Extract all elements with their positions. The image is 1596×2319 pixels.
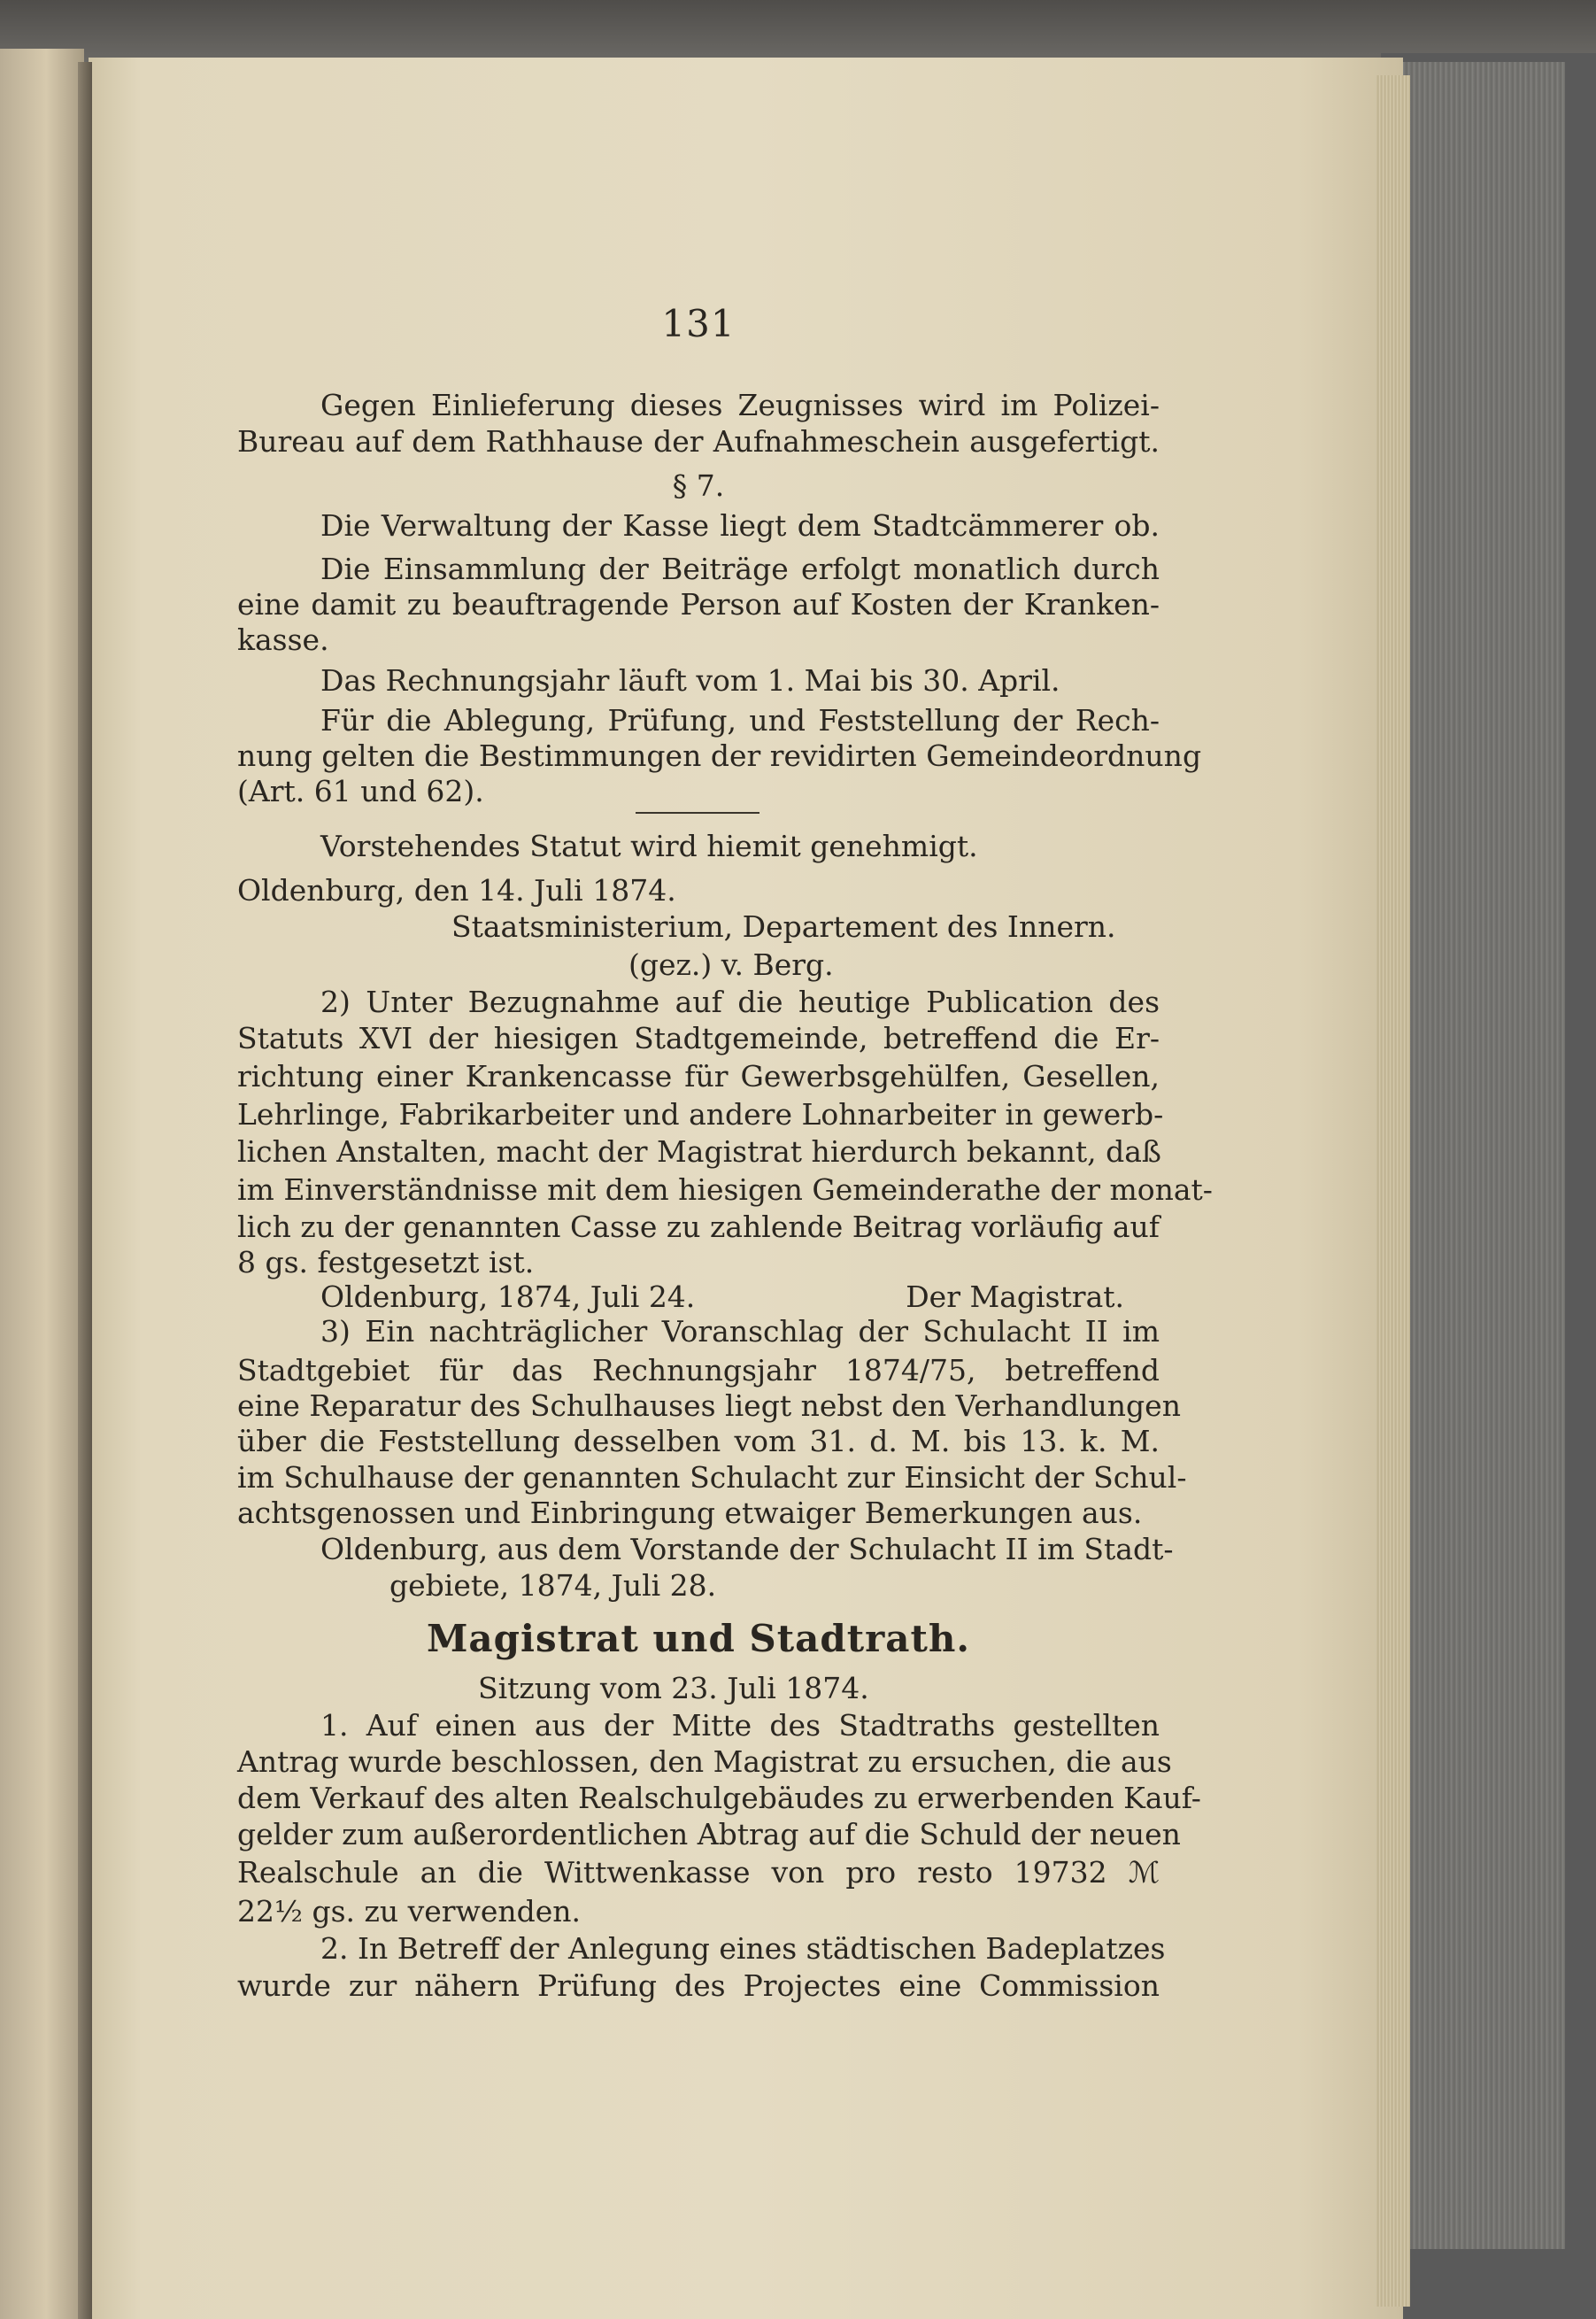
text-line: richtung einer Krankencasse für Gewerbsgehülfen, Gesellen, (237, 1059, 1160, 1094)
text-line: 3) Ein nachträglicher Voranschlag der Schulacht II im (320, 1314, 1160, 1349)
divider-rule (636, 812, 759, 814)
text-line: Antrag wurde beschlossen, den Magistrat zu ersuchen, die aus (237, 1744, 1172, 1779)
text-line: Lehrlinge, Fabrikarbeiter und andere Lohnarbeiter in gewerb- (237, 1097, 1164, 1132)
text-line: Die Verwaltung der Kasse liegt dem Stadtcämmerer ob. (320, 508, 1160, 543)
text-line: (Art. 61 und 62). (237, 774, 484, 808)
section-heading: Magistrat und Stadtrath. (426, 1617, 971, 1660)
notice-2-place-date: Oldenburg, 1874, Juli 24. (320, 1279, 696, 1314)
text-line: kasse. (237, 622, 329, 657)
text-line: 2) Unter Bezugnahme auf die heutige Publication des (320, 985, 1160, 1019)
text-line: im Schulhause der genannten Schulacht zur Einsicht der Schul- (237, 1460, 1187, 1495)
text-line: Das Rechnungsjahr läuft vom 1. Mai bis 30. April. (320, 663, 1060, 698)
section-title: § 7. (672, 468, 725, 503)
text-line: nung gelten die Bestimmungen der revidirten Gemeindeordnung (237, 738, 1202, 773)
approval-place-date: Oldenburg, den 14. Juli 1874. (237, 873, 676, 908)
text-line: Bureau auf dem Rathhause der Aufnahmeschein ausgefertigt. (237, 424, 1160, 459)
text-line: Stadtgebiet für das Rechnungsjahr 1874/75, betreffend (237, 1353, 1160, 1388)
text-line: Gegen Einlieferung dieses Zeugnisses wird im Polizei- (320, 388, 1160, 422)
text-line: 22½ gs. zu verwenden. (237, 1894, 582, 1929)
text-line: achtsgenossen und Einbringung etwaiger Bemerkungen aus. (237, 1496, 1143, 1530)
text-line: dem Verkauf des alten Realschulgebäudes zu erwerbenden Kauf- (237, 1781, 1201, 1815)
text-line: gebiete, 1874, Juli 28. (389, 1568, 717, 1603)
text-line: über die Feststellung desselben vom 31. d. M. bis 13. k. M. (237, 1424, 1160, 1458)
text-line: lich zu der genannten Casse zu zahlende Beitrag vorläufig auf (237, 1210, 1160, 1244)
page-text (237, 0, 1213, 2319)
text-line: lichen Anstalten, macht der Magistrat hierdurch bekannt, daß (237, 1134, 1161, 1169)
left-page-edge (0, 49, 84, 2319)
text-line: Die Einsammlung der Beiträge erfolgt monatlich durch (320, 552, 1160, 586)
spine-gutter (78, 62, 92, 2319)
approval-signature: (gez.) v. Berg. (628, 947, 834, 982)
text-line: Realschule an die Wittwenkasse von pro resto 19732 ℳ (237, 1855, 1160, 1890)
text-line: Oldenburg, aus dem Vorstande der Schulacht II im Stadt- (320, 1532, 1174, 1566)
text-line: gelder zum außerordentlichen Abtrag auf die Schuld der neuen (237, 1817, 1181, 1851)
text-line: 1. Auf einen aus der Mitte des Stadtraths gestellten (320, 1708, 1160, 1743)
text-line: Für die Ablegung, Prüfung, und Feststellung der Rech- (320, 703, 1160, 738)
text-line: wurde zur nähern Prüfung des Projectes eine Commission (237, 1968, 1160, 2003)
session-title: Sitzung vom 23. Juli 1874. (478, 1671, 869, 1705)
page-number: 131 (661, 302, 736, 345)
approval-statement: Vorstehendes Statut wird hiemit genehmigt. (320, 829, 978, 863)
text-line: eine Reparatur des Schulhauses liegt nebst den Verhandlungen (237, 1388, 1181, 1423)
text-line: eine damit zu beauftragende Person auf Kosten der Kranken- (237, 587, 1160, 622)
text-line: Statuts XVI der hiesigen Stadtgemeinde, betreffend die Er- (237, 1021, 1160, 1055)
approval-authority: Staatsministerium, Departement des Innern. (451, 909, 1116, 944)
notice-2-footer (237, 1279, 1160, 1315)
text-line: im Einverständnisse mit dem hiesigen Gemeinderathe der monat- (237, 1172, 1213, 1207)
text-line: 2. In Betreff der Anlegung eines städtischen Badeplatzes (320, 1931, 1166, 1966)
text-line: 8 gs. festgesetzt ist. (237, 1245, 535, 1279)
notice-2-signer: Der Magistrat. (906, 1279, 1124, 1314)
page-edges (1376, 75, 1410, 2307)
book-cover-edge (1381, 53, 1596, 2319)
